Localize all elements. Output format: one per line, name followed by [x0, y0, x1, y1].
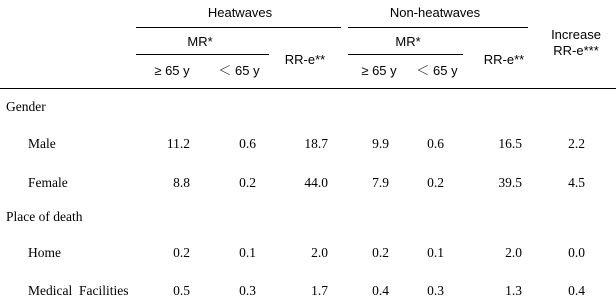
header-mr-nonheatwaves: MR*	[395, 34, 421, 49]
rule-mr-nonheatwaves	[348, 54, 463, 55]
header-age-lt65-heatwaves: ＜ 65 y	[218, 63, 260, 78]
header-age-ge65-nonheatwaves: ≥ 65 y	[361, 63, 397, 78]
rule-group-heatwaves	[136, 27, 341, 28]
cell-nhw-lt65: 0.3	[427, 283, 444, 298]
header-age-lt65-nonheatwaves: ＜ 65 y	[416, 63, 458, 78]
header-rre-heatwaves: RR-e**	[284, 52, 326, 67]
cell-hw-ge65: 11.2	[166, 136, 190, 151]
cell-hw-lt65: 0.2	[239, 175, 256, 190]
cell-nhw-lt65: 0.1	[427, 245, 444, 260]
cell-hw-rre: 44.0	[304, 175, 328, 190]
cell-hw-lt65: 0.6	[239, 136, 256, 151]
cell-increase: 2.2	[568, 136, 585, 151]
cell-nhw-rre: 39.5	[498, 175, 522, 190]
cell-increase: 0.0	[568, 245, 585, 260]
cell-hw-lt65: 0.3	[239, 283, 256, 298]
section-title-place-of-death: Place of death	[6, 209, 83, 224]
cell-increase: 4.5	[568, 175, 585, 190]
cell-hw-ge65: 0.5	[173, 283, 190, 298]
cell-nhw-ge65: 0.2	[372, 245, 389, 260]
header-heatwaves: Heatwaves	[207, 5, 273, 20]
header-age-ge65-heatwaves: ≥ 65 y	[154, 63, 190, 78]
rule-mr-heatwaves	[136, 54, 269, 55]
cell-nhw-rre: 1.3	[505, 283, 522, 298]
row-label: Female	[28, 175, 68, 190]
header-mr-heatwaves: MR*	[187, 34, 213, 49]
section-title-gender: Gender	[6, 99, 46, 114]
row-label: Medical Facilities	[28, 283, 129, 298]
header-increase-line2: RR-e***	[553, 43, 599, 58]
row-label: Male	[28, 136, 56, 151]
cell-nhw-ge65: 9.9	[372, 136, 389, 151]
cell-nhw-lt65: 0.2	[427, 175, 444, 190]
cell-hw-ge65: 8.8	[173, 175, 190, 190]
cell-hw-lt65: 0.1	[239, 245, 256, 260]
cell-increase: 0.4	[568, 283, 585, 298]
header-nonheatwaves: Non-heatwaves	[389, 5, 481, 20]
header-increase-line1: Increase	[551, 27, 601, 42]
cell-nhw-rre: 2.0	[505, 245, 522, 260]
cell-nhw-ge65: 0.4	[372, 283, 389, 298]
row-label: Home	[28, 245, 61, 260]
cell-hw-rre: 2.0	[311, 245, 328, 260]
cell-nhw-lt65: 0.6	[427, 136, 444, 151]
cell-nhw-ge65: 7.9	[372, 175, 389, 190]
rule-group-nonheatwaves	[348, 27, 528, 28]
cell-hw-rre: 1.7	[311, 283, 328, 298]
cell-nhw-rre: 16.5	[498, 136, 522, 151]
cell-hw-rre: 18.7	[304, 136, 328, 151]
rule-header-bottom	[0, 88, 616, 89]
cell-hw-ge65: 0.2	[173, 245, 190, 260]
header-rre-nonheatwaves: RR-e**	[483, 52, 525, 67]
